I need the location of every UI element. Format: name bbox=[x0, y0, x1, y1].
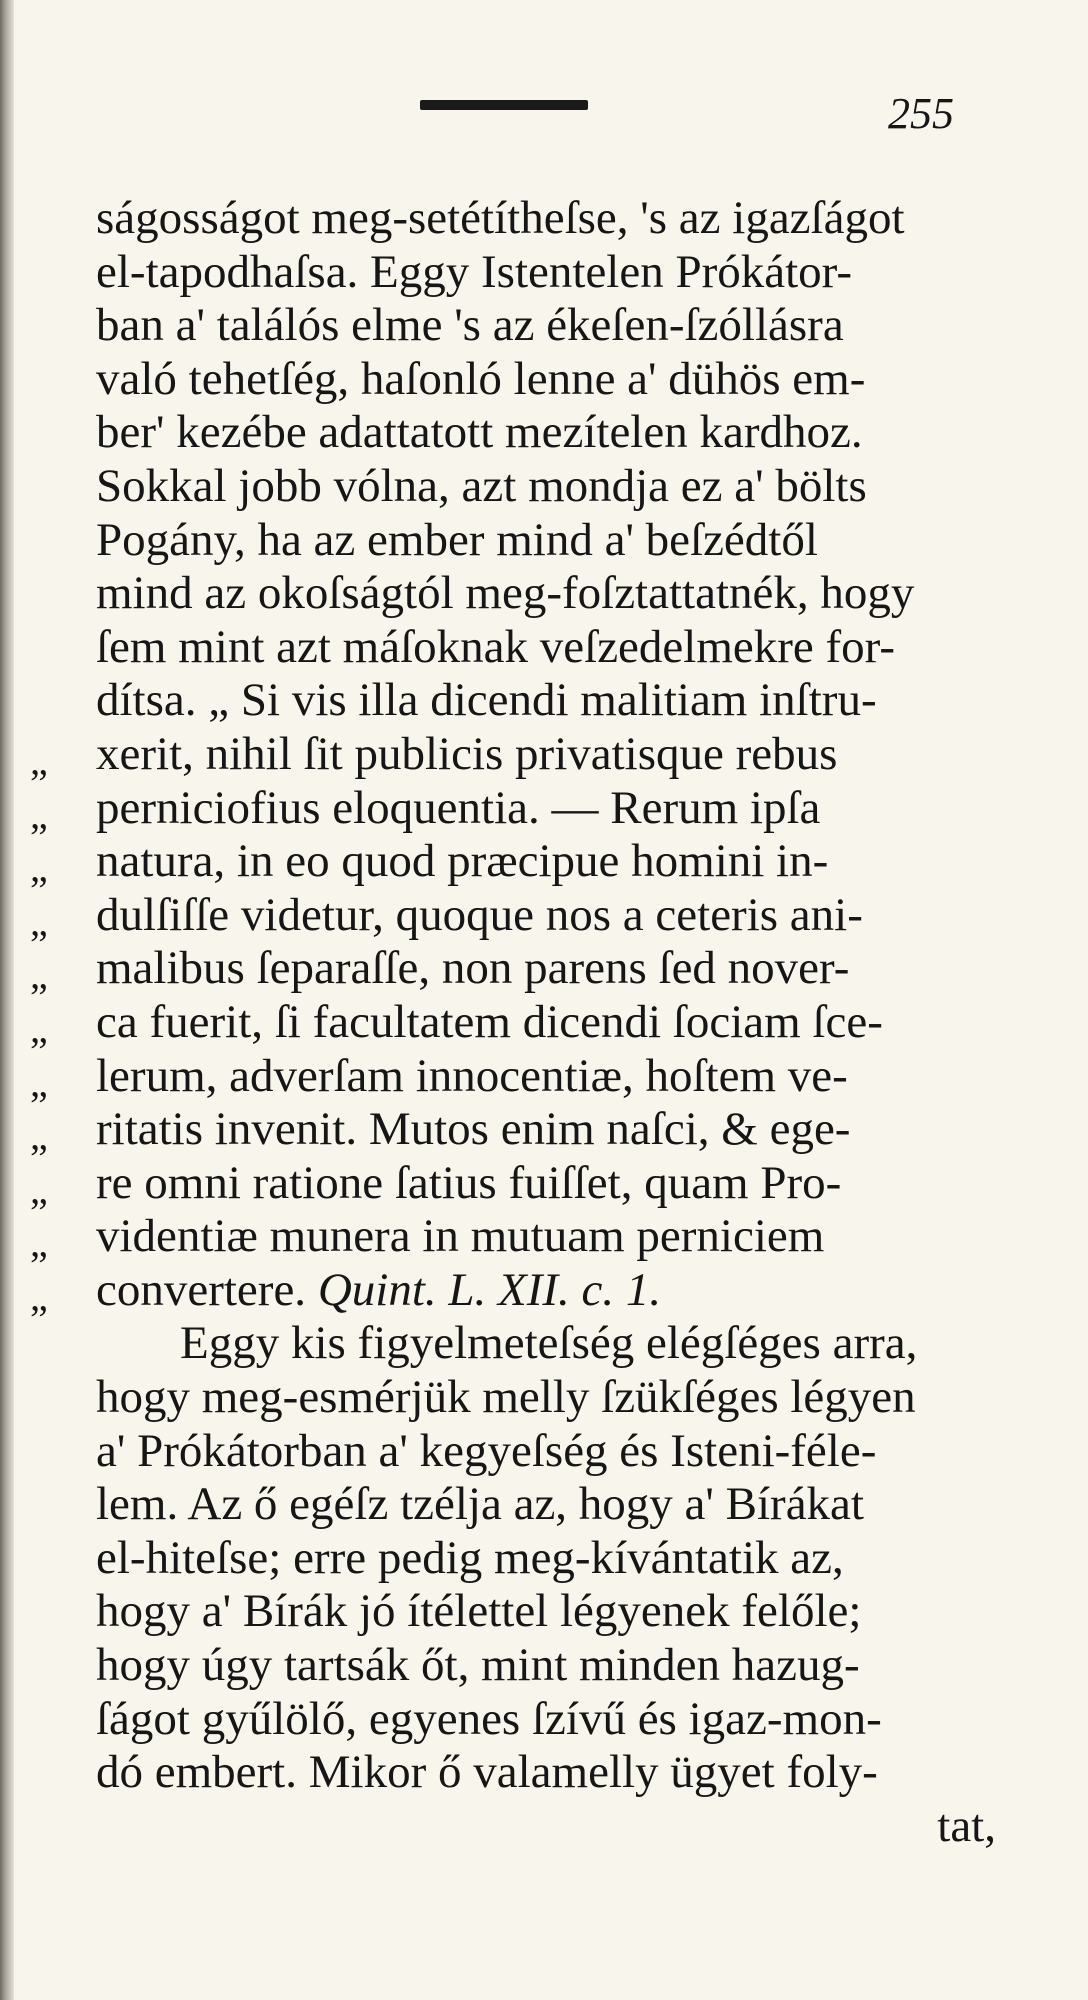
quote-line: „ re omni ratione ſatius fuiſſet, quam Pro- bbox=[96, 1157, 1016, 1211]
body-text bbox=[30, 192, 1016, 1853]
quote-mark: „ bbox=[30, 1005, 48, 1051]
quote-line: „ ca fuerit, ſi facultatem dicendi ſociam ſce- bbox=[96, 996, 1016, 1050]
quote-line: „ convertere. Quint. L. XII. c. 1. bbox=[96, 1264, 1016, 1318]
header-rule bbox=[420, 100, 588, 110]
text-line: ban a' találós elme 's az ékeſen-ſzóllásra bbox=[96, 299, 844, 352]
quote-mark: „ bbox=[30, 1113, 48, 1159]
text-line: ber' kezébe adattatott mezítelen kardhoz. bbox=[96, 406, 863, 459]
quote-mark: „ bbox=[30, 845, 48, 891]
quote-mark: „ bbox=[30, 737, 48, 783]
text-line: ságosságot meg-setétítheſse, 's az igazſágot bbox=[96, 192, 905, 244]
quote-mark: „ bbox=[30, 898, 48, 944]
text-line: el-hiteſse; erre pedig meg-kívántatik az, bbox=[96, 1531, 844, 1584]
binding-edge bbox=[0, 0, 14, 2000]
text-line: ſágot gyűlölő, egyenes ſzívű és igaz-mon- bbox=[96, 1692, 882, 1745]
text-line: dó embert. Mikor ő valamelly ügyet foly- bbox=[96, 1746, 878, 1799]
text-line: hogy a' Bírák jó ítélettel légyenek felőle; bbox=[96, 1585, 862, 1638]
quote-mark: „ bbox=[30, 791, 48, 837]
page-number: 255 bbox=[888, 89, 954, 138]
quote-line: „ lerum, adverſam innocentiæ, hoſtem ve- bbox=[96, 1050, 1016, 1104]
text-line: Eggy kis figyelmeteſség elégſéges arra, bbox=[180, 1317, 918, 1370]
catchword: tat, bbox=[937, 1799, 996, 1852]
text-line: ſem mint azt máſoknak veſzedelmekre for- bbox=[96, 620, 896, 673]
text-line: lem. Az ő egéſz tzélja az, hogy a' Bírákat bbox=[96, 1478, 864, 1531]
quote-mark: „ bbox=[30, 1059, 48, 1105]
quote-mark: „ bbox=[30, 952, 48, 998]
text-line: Pogány, ha az ember mind a' beſzédtől bbox=[96, 513, 818, 566]
quote-line: „ malibus ſeparaſſe, non parens ſed nover- bbox=[96, 942, 1016, 996]
text-line: Sokkal jobb vólna, azt mondja ez a' bölts bbox=[96, 459, 867, 512]
quote-mark: „ bbox=[30, 1220, 48, 1266]
quote-mark: „ bbox=[30, 1166, 48, 1212]
quote-line: „ videntiæ munera in mutuam perniciem bbox=[96, 1210, 1016, 1264]
text-line: mind az okoſságtól meg-foſztattatnék, hogy bbox=[96, 567, 915, 620]
text-line: a' Prókátorban a' kegyeſség és Isteni-féle- bbox=[96, 1424, 877, 1477]
quote-line: „ dulſiſſe videtur, quoque nos a ceteris ani- bbox=[96, 889, 1016, 943]
quote-line: „ xerit, nihil ſit publicis privatisque rebus bbox=[96, 728, 1016, 782]
text-line: el-tapodhaſsa. Eggy Istentelen Prókátor- bbox=[96, 245, 853, 298]
quote-line: „ ritatis invenit. Mutos enim naſci, & ege- bbox=[96, 1103, 1016, 1157]
quote-line: „ natura, in eo quod præcipue homini in- bbox=[96, 835, 1016, 889]
text-line: dítsa. „ Si vis illa dicendi malitiam inſtru- bbox=[96, 674, 877, 727]
text-line: való tehetſég, haſonló lenne a' dühös em- bbox=[96, 352, 866, 405]
quote-line: „ perniciofius eloquentia. — Rerum ipſa bbox=[96, 782, 1016, 836]
quote-mark: „ bbox=[30, 1273, 48, 1319]
citation: Quint. L. XII. c. 1. bbox=[317, 1263, 662, 1316]
text-line: hogy meg-esmérjük melly ſzükſéges légyen bbox=[96, 1371, 916, 1424]
text-line: hogy úgy tartsák őt, mint minden hazug- bbox=[96, 1639, 860, 1692]
